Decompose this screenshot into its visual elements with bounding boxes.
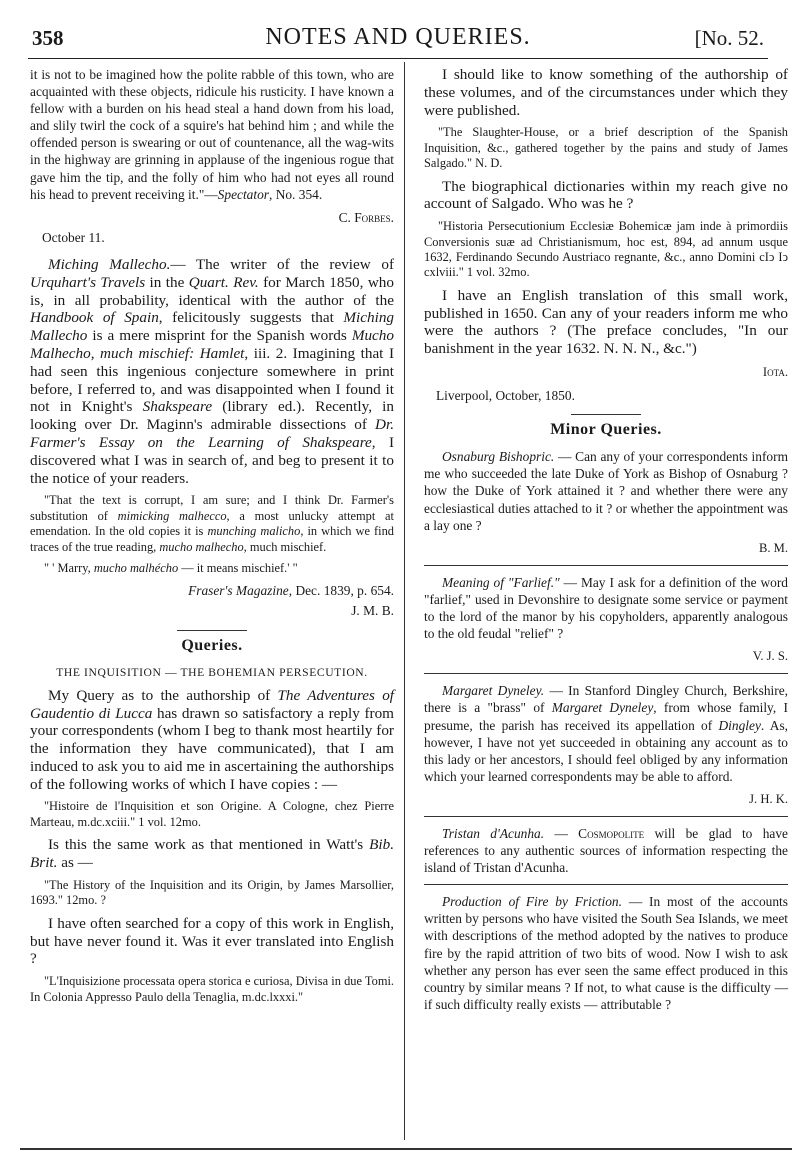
- inquisition-subheading: THE INQUISITION — THE BOHEMIAN PERSECUTION.: [56, 665, 368, 679]
- right-column: [424, 66, 788, 1019]
- historia-quote: "Historia Persecutionium Ecclesiæ Bohemicæ jam inde à primordiis Conversionis suæ ad Christianismum, hoc est, 894, ad annum usque 1632, Ferdinando Secundo Austriaco regnante, &c., anno Domini cIↄ Iↄ cxlviii." 1 vol. 32mo.: [424, 219, 788, 280]
- rule-4: [424, 884, 788, 885]
- signature-iota: Iota.: [762, 365, 788, 380]
- bottom-rule: [20, 1148, 792, 1150]
- minor-queries-heading: Minor Queries.: [550, 421, 662, 439]
- issue-number: [No. 52.: [694, 26, 764, 50]
- gaudentio-query: My Query as to the authorship of The Adventures of Gaudentio di Lucca has drawn so satisfactory a reply from your correspondents (whom I beg to thank most heartily for the information they have communicated), that I am induced to ask you to aid me in ascertaining the authorships of the following works of which I have copies : —: [30, 686, 395, 793]
- journal-title: NOTES AND QUERIES.: [265, 24, 531, 50]
- page-number: 358: [32, 26, 64, 50]
- marsollier-quote: "The History of the Inquisition and its Origin, by James Marsollier, 1693." 12mo. ?: [30, 877, 394, 908]
- column-divider: [404, 62, 405, 1140]
- signature-forbes: C. Forbes.: [338, 209, 394, 225]
- queries-heading: Queries.: [181, 636, 243, 654]
- signature-jhk: J. H. K.: [749, 791, 788, 806]
- signature-jmb: J. M. B.: [351, 603, 394, 619]
- inquisizione-quote: "L'Inquisizione processata opera storica e curiosa, Divisa in due Tomi. In Colonia Appresso Paulo della Tenaglia, m.dc.lxxxi.": [30, 974, 394, 1004]
- section-divider-minor: [571, 414, 641, 415]
- marry-quote: " ' Marry, mucho malhécho — it means mischief.' ": [44, 560, 298, 575]
- date-liverpool: Liverpool, October, 1850.: [436, 388, 575, 404]
- fire-friction-query: Production of Fire by Friction. — In most of the accounts written by persons who have visited the South Sea Islands, we meet with descriptions of the method adopted by the natives to produce fire by the rapid attrition of two bits of wood. Now I wish to ask whether any person has ever seen the same effect produced in this country by similar means ? If not, to what cause is the difficulty — if such difficulty really exists — attributable ?: [424, 894, 788, 1012]
- miching-mallecho-article: Miching Mallecho.— The writer of the review of Urquhart's Travels in the Quart. Rev. for March 1850, who is, in all probability, identical with the author of the Handbook of Spain, felicitously suggests that Miching Mallecho is a mere misprint for the Spanish words Mucho Malhecho, much mischief: Hamlet, iii. 2. Imagining that I had seen this ingenious conjecture somewhere in print before, I referred to, and was disappointed when I found it not in Knight's Shakspeare (library ed.). Recently, in looking over Dr. Maginn's admirable dissections of Dr. Farmer's Essay on the Learning of Shakspeare, I discovered what I was in search of, and beg to present it to the notice of your readers.: [30, 255, 395, 487]
- dyneley-query: Margaret Dyneley. — In Stanford Dingley Church, Berkshire, there is a "brass" of Margaret Dyneley, from whose family, I presume, the parish has received its appellation of Dingley. As, however, I have not yet succeeded in obtaining any account as to this lady or her ancestors, I should feel obliged by any information which your learned correspondents may be able to afford.: [424, 683, 789, 784]
- slaughter-house-quote: "The Slaughter-House, or a brief description of the Spanish Inquisition, &c., gathered together by the pains and study of James Salgado." N. D.: [424, 125, 788, 171]
- signature-vjs: V. J. S.: [752, 649, 788, 664]
- maginn-quote: "That the text is corrupt, I am sure; and I think Dr. Farmer's substitution of mimicking malhecco, a most unlucky attempt at emendation. In the old copies it is munching malicho, in which we find traces of the true reading, mucho malhecho, much mischief.: [30, 493, 394, 554]
- authorship-query: I should like to know something of the authorship of these volumes, and of the circumstances under which they were published.: [424, 66, 788, 119]
- fraser-citation: Fraser's Magazine, Dec. 1839, p. 654.: [188, 583, 394, 599]
- date-october: October 11.: [42, 229, 105, 245]
- left-column: [30, 66, 394, 1011]
- farlief-query: Meaning of "Farlief." — May I ask for a definition of the word "farlief," used in Devonshire to designate some service or payment to the lord of the manor by his copyholders, apparently analogous to the old feudal "relief" ?: [424, 574, 788, 642]
- section-divider: [177, 630, 247, 631]
- rule-2: [424, 673, 788, 674]
- spectator-quote-end: it is not to be imagined how the polite rabble of this town, who are acquainted with these objects, ridicule his rusticity. I have known a fellow with a burden on his head steal a hand down from his load, and slily twirl the cock of a squire's hat behind him ; and while the offended person is swearing or out of countenance, all the wag-wits in the highway are grinning in applause of the ingenious rogue that gave him the tip, and the folly of him who had not eyes all round his head to prevent receiving it."—Spectator, No. 354.: [30, 67, 394, 202]
- english-copy-query: I have often searched for a copy of this work in English, but have never found it. Was it ever translated into English ?: [30, 914, 394, 968]
- page-header: [28, 20, 768, 59]
- osnaburg-query: Osnaburg Bishopric. — Can any of your correspondents inform me who succeeded the late Duke of York as Bishop of Osnaburg ? how the Duke of York attained it ? and whether there were any ecclesiastical duties attached to it ? or whether the appointment was a lay one ?: [424, 449, 789, 533]
- rule-1: [424, 565, 788, 566]
- tristan-query: Tristan d'Acunha. — Cosmopolite will be glad to have references to any authentic sources of information respecting the island of Tristan d'Acunha.: [424, 825, 788, 876]
- signature-bm: B. M.: [758, 540, 788, 555]
- translation-query: I have an English translation of this small work, published in 1650. Can any of your readers inform me who were the authors ? (The preface concludes, "In our banishment in the year 1632. N. N. N., &c."): [424, 286, 788, 358]
- histoire-quote: "Histoire de l'Inquisition et son Origine. A Cologne, chez Pierre Marteau, m.dc.xciii." 1 vol. 12mo.: [30, 799, 394, 829]
- salgado-query: The biographical dictionaries within my reach give no account of Salgado. Who was he ?: [424, 177, 788, 213]
- rule-3: [424, 816, 788, 817]
- watt-query: Is this the same work as that mentioned in Watt's Bib. Brit. as —: [30, 836, 394, 872]
